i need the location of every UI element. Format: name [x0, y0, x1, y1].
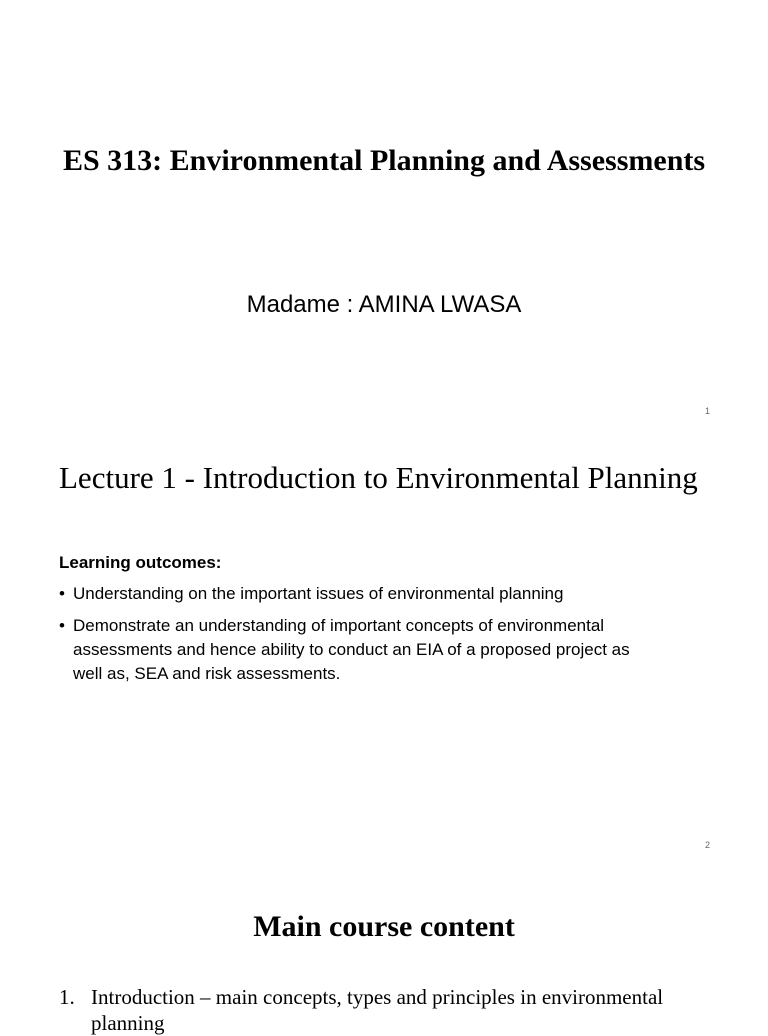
slide-2-title: Lecture 1 - Introduction to Environmental Planning	[59, 460, 698, 495]
learning-outcomes-heading: Learning outcomes:	[59, 553, 222, 572]
course-content-list	[59, 984, 679, 1036]
learning-outcomes-list	[59, 582, 659, 694]
list-item	[59, 984, 679, 1036]
slide-3-title: Main course content	[253, 910, 515, 943]
slide-1-title: ES 313: Environmental Planning and Assessments	[62, 144, 706, 177]
slide-1	[0, 0, 768, 432]
slide-2	[0, 432, 768, 864]
list-item-text: Demonstrate an understanding of important concepts of environmental assessments and hence ability to conduct an EIA of a proposed project as well as, SEA and risk assessments.	[73, 616, 630, 683]
list-item-number: 1.	[59, 985, 75, 1009]
bullet-icon: •	[59, 616, 65, 635]
bullet-icon: •	[59, 584, 65, 603]
list-item-text: Understanding on the important issues of environmental planning	[73, 584, 564, 603]
list-item	[59, 614, 659, 686]
list-item	[59, 582, 659, 606]
slide-2-page-number: 2	[704, 840, 710, 850]
slide-3	[0, 864, 768, 1035]
list-item-text: Introduction – main concepts, types and principles in environmental planning	[91, 985, 664, 1035]
slide-1-presenter: Madame : AMINA LWASA	[246, 291, 522, 318]
slide-1-page-number: 1	[704, 406, 710, 416]
